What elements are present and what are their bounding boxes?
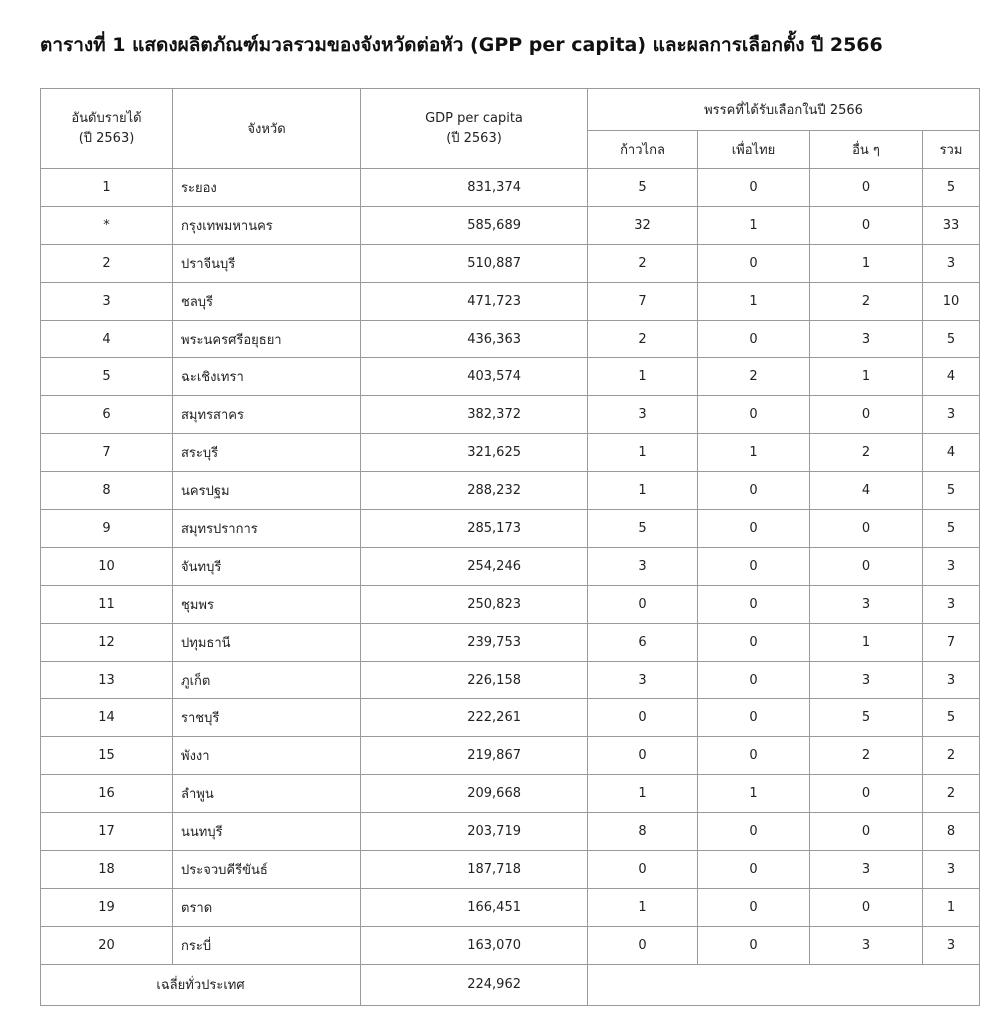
table-row xyxy=(41,510,980,548)
rank-cell: 12 xyxy=(41,623,173,661)
table-row xyxy=(41,813,980,851)
parties-group-header: พรรคที่ได้รับเลือกในปี 2566 xyxy=(588,89,980,131)
pheu-thai-cell: 0 xyxy=(698,851,810,889)
total-cell: 7 xyxy=(923,623,980,661)
pheu-thai-cell: 0 xyxy=(698,888,810,926)
gdp-cell: 163,070 xyxy=(361,926,588,964)
others-cell: 0 xyxy=(810,206,923,244)
rank-header-line2: (ปี 2563) xyxy=(78,130,135,146)
pheu-thai-cell: 0 xyxy=(698,510,810,548)
table-row xyxy=(41,775,980,813)
gdp-cell: 250,823 xyxy=(361,585,588,623)
others-cell: 0 xyxy=(810,169,923,207)
gdp-cell: 285,173 xyxy=(361,510,588,548)
move-forward-cell: 1 xyxy=(588,358,698,396)
move-forward-cell: 0 xyxy=(588,926,698,964)
table-row xyxy=(41,661,980,699)
total-cell: 5 xyxy=(923,699,980,737)
pheu-thai-cell: 0 xyxy=(698,585,810,623)
total-cell: 33 xyxy=(923,206,980,244)
rank-cell: 9 xyxy=(41,510,173,548)
total-cell: 5 xyxy=(923,472,980,510)
gdp-cell: 187,718 xyxy=(361,851,588,889)
pheu-thai-cell: 1 xyxy=(698,434,810,472)
total-cell: 3 xyxy=(923,851,980,889)
gdp-cell: 382,372 xyxy=(361,396,588,434)
rank-header xyxy=(41,89,173,169)
table-row xyxy=(41,737,980,775)
total-cell: 10 xyxy=(923,282,980,320)
table-title: ตารางที่ 1 แสดงผลิตภัณฑ์มวลรวมของจังหวัดต่อหัว (GPP per capita) และผลการเลือกตั้ง ปี 2566 xyxy=(40,34,883,56)
table-row xyxy=(41,888,980,926)
others-cell: 3 xyxy=(810,851,923,889)
others-cell: 0 xyxy=(810,396,923,434)
rank-cell: 15 xyxy=(41,737,173,775)
others-cell: 2 xyxy=(810,737,923,775)
pheu-thai-cell: 1 xyxy=(698,206,810,244)
others-cell: 3 xyxy=(810,661,923,699)
gdp-cell: 585,689 xyxy=(361,206,588,244)
province-header: จังหวัด xyxy=(173,89,361,169)
rank-cell: 5 xyxy=(41,358,173,396)
move-forward-cell: 1 xyxy=(588,775,698,813)
others-cell: 0 xyxy=(810,888,923,926)
pheu-thai-cell: 0 xyxy=(698,661,810,699)
pheu-thai-header: เพื่อไทย xyxy=(698,131,810,169)
province-cell: ลำพูน xyxy=(173,775,361,813)
pheu-thai-cell: 0 xyxy=(698,396,810,434)
gdp-cell: 239,753 xyxy=(361,623,588,661)
table-row xyxy=(41,585,980,623)
others-cell: 0 xyxy=(810,813,923,851)
province-cell: พระนครศรีอยุธยา xyxy=(173,320,361,358)
province-cell: จันทบุรี xyxy=(173,547,361,585)
province-cell: ปราจีนบุรี xyxy=(173,244,361,282)
total-cell: 3 xyxy=(923,547,980,585)
move-forward-cell: 32 xyxy=(588,206,698,244)
others-cell: 3 xyxy=(810,926,923,964)
gdp-cell: 226,158 xyxy=(361,661,588,699)
move-forward-cell: 0 xyxy=(588,851,698,889)
move-forward-cell: 1 xyxy=(588,472,698,510)
footer-empty-cell xyxy=(588,964,980,1005)
pheu-thai-cell: 0 xyxy=(698,244,810,282)
pheu-thai-cell: 1 xyxy=(698,282,810,320)
move-forward-cell: 6 xyxy=(588,623,698,661)
gdp-header-line1: GDP per capita xyxy=(425,110,523,126)
province-cell: ระยอง xyxy=(173,169,361,207)
others-cell: 3 xyxy=(810,320,923,358)
total-cell: 5 xyxy=(923,320,980,358)
province-cell: สมุทรปราการ xyxy=(173,510,361,548)
others-cell: 2 xyxy=(810,282,923,320)
gdp-cell: 166,451 xyxy=(361,888,588,926)
move-forward-cell: 3 xyxy=(588,396,698,434)
pheu-thai-cell: 0 xyxy=(698,813,810,851)
table-row xyxy=(41,926,980,964)
province-cell: นนทบุรี xyxy=(173,813,361,851)
table-row xyxy=(41,206,980,244)
total-cell: 3 xyxy=(923,661,980,699)
total-cell: 8 xyxy=(923,813,980,851)
rank-cell: * xyxy=(41,206,173,244)
total-cell: 2 xyxy=(923,737,980,775)
total-cell: 2 xyxy=(923,775,980,813)
rank-cell: 14 xyxy=(41,699,173,737)
national-average-label: เฉลี่ยทั่วประเทศ xyxy=(41,964,361,1005)
total-cell: 3 xyxy=(923,244,980,282)
gdp-cell: 219,867 xyxy=(361,737,588,775)
rank-cell: 10 xyxy=(41,547,173,585)
table-row xyxy=(41,623,980,661)
table-row xyxy=(41,282,980,320)
rank-cell: 11 xyxy=(41,585,173,623)
move-forward-cell: 3 xyxy=(588,661,698,699)
province-cell: ตราด xyxy=(173,888,361,926)
gdp-cell: 831,374 xyxy=(361,169,588,207)
rank-cell: 2 xyxy=(41,244,173,282)
pheu-thai-cell: 0 xyxy=(698,699,810,737)
others-cell: 1 xyxy=(810,358,923,396)
rank-cell: 6 xyxy=(41,396,173,434)
province-cell: ชลบุรี xyxy=(173,282,361,320)
province-cell: ปทุมธานี xyxy=(173,623,361,661)
move-forward-cell: 5 xyxy=(588,169,698,207)
pheu-thai-cell: 0 xyxy=(698,320,810,358)
rank-cell: 7 xyxy=(41,434,173,472)
table-row xyxy=(41,547,980,585)
rank-cell: 18 xyxy=(41,851,173,889)
rank-cell: 4 xyxy=(41,320,173,358)
table-row xyxy=(41,358,980,396)
province-cell: สระบุรี xyxy=(173,434,361,472)
rank-cell: 19 xyxy=(41,888,173,926)
others-cell: 5 xyxy=(810,699,923,737)
move-forward-cell: 0 xyxy=(588,699,698,737)
province-cell: กรุงเทพมหานคร xyxy=(173,206,361,244)
others-cell: 0 xyxy=(810,510,923,548)
gdp-cell: 254,246 xyxy=(361,547,588,585)
others-cell: 1 xyxy=(810,623,923,661)
total-cell: 3 xyxy=(923,585,980,623)
move-forward-cell: 3 xyxy=(588,547,698,585)
rank-cell: 1 xyxy=(41,169,173,207)
table-row xyxy=(41,320,980,358)
total-cell: 5 xyxy=(923,510,980,548)
total-cell: 3 xyxy=(923,396,980,434)
province-cell: สมุทรสาคร xyxy=(173,396,361,434)
gdp-cell: 403,574 xyxy=(361,358,588,396)
gpp-election-table xyxy=(40,88,980,1006)
gdp-cell: 471,723 xyxy=(361,282,588,320)
move-forward-cell: 1 xyxy=(588,888,698,926)
move-forward-header: ก้าวไกล xyxy=(588,131,698,169)
gdp-cell: 321,625 xyxy=(361,434,588,472)
move-forward-cell: 1 xyxy=(588,434,698,472)
move-forward-cell: 2 xyxy=(588,320,698,358)
table-row xyxy=(41,169,980,207)
province-cell: กระบี่ xyxy=(173,926,361,964)
others-header: อื่น ๆ xyxy=(810,131,923,169)
others-cell: 3 xyxy=(810,585,923,623)
pheu-thai-cell: 0 xyxy=(698,472,810,510)
pheu-thai-cell: 2 xyxy=(698,358,810,396)
province-cell: ภูเก็ต xyxy=(173,661,361,699)
rank-cell: 17 xyxy=(41,813,173,851)
total-cell: 4 xyxy=(923,434,980,472)
total-cell: 1 xyxy=(923,888,980,926)
gdp-header-line2: (ปี 2563) xyxy=(446,130,502,146)
move-forward-cell: 0 xyxy=(588,737,698,775)
province-cell: ประจวบคีรีขันธ์ xyxy=(173,851,361,889)
table-row xyxy=(41,699,980,737)
province-cell: นครปฐม xyxy=(173,472,361,510)
move-forward-cell: 0 xyxy=(588,585,698,623)
others-cell: 0 xyxy=(810,775,923,813)
others-cell: 0 xyxy=(810,547,923,585)
others-cell: 4 xyxy=(810,472,923,510)
total-cell: 4 xyxy=(923,358,980,396)
province-cell: ราชบุรี xyxy=(173,699,361,737)
rank-cell: 13 xyxy=(41,661,173,699)
pheu-thai-cell: 1 xyxy=(698,775,810,813)
gdp-header xyxy=(361,89,588,169)
rank-cell: 20 xyxy=(41,926,173,964)
gdp-cell: 510,887 xyxy=(361,244,588,282)
move-forward-cell: 2 xyxy=(588,244,698,282)
gdp-cell: 209,668 xyxy=(361,775,588,813)
others-cell: 2 xyxy=(810,434,923,472)
others-cell: 1 xyxy=(810,244,923,282)
pheu-thai-cell: 0 xyxy=(698,623,810,661)
national-average-gdp: 224,962 xyxy=(361,964,588,1005)
table-row xyxy=(41,472,980,510)
province-cell: ชุมพร xyxy=(173,585,361,623)
table-row xyxy=(41,396,980,434)
total-cell: 3 xyxy=(923,926,980,964)
total-header: รวม xyxy=(923,131,980,169)
table-row xyxy=(41,244,980,282)
pheu-thai-cell: 0 xyxy=(698,926,810,964)
pheu-thai-cell: 0 xyxy=(698,547,810,585)
province-cell: ฉะเชิงเทรา xyxy=(173,358,361,396)
move-forward-cell: 8 xyxy=(588,813,698,851)
rank-cell: 8 xyxy=(41,472,173,510)
table-row xyxy=(41,434,980,472)
gdp-cell: 288,232 xyxy=(361,472,588,510)
province-cell: พังงา xyxy=(173,737,361,775)
rank-cell: 16 xyxy=(41,775,173,813)
table-row xyxy=(41,851,980,889)
move-forward-cell: 7 xyxy=(588,282,698,320)
rank-header-line1: อันดับรายได้ xyxy=(71,110,142,126)
pheu-thai-cell: 0 xyxy=(698,169,810,207)
gdp-cell: 203,719 xyxy=(361,813,588,851)
rank-cell: 3 xyxy=(41,282,173,320)
gdp-cell: 222,261 xyxy=(361,699,588,737)
gdp-cell: 436,363 xyxy=(361,320,588,358)
move-forward-cell: 5 xyxy=(588,510,698,548)
pheu-thai-cell: 0 xyxy=(698,737,810,775)
total-cell: 5 xyxy=(923,169,980,207)
